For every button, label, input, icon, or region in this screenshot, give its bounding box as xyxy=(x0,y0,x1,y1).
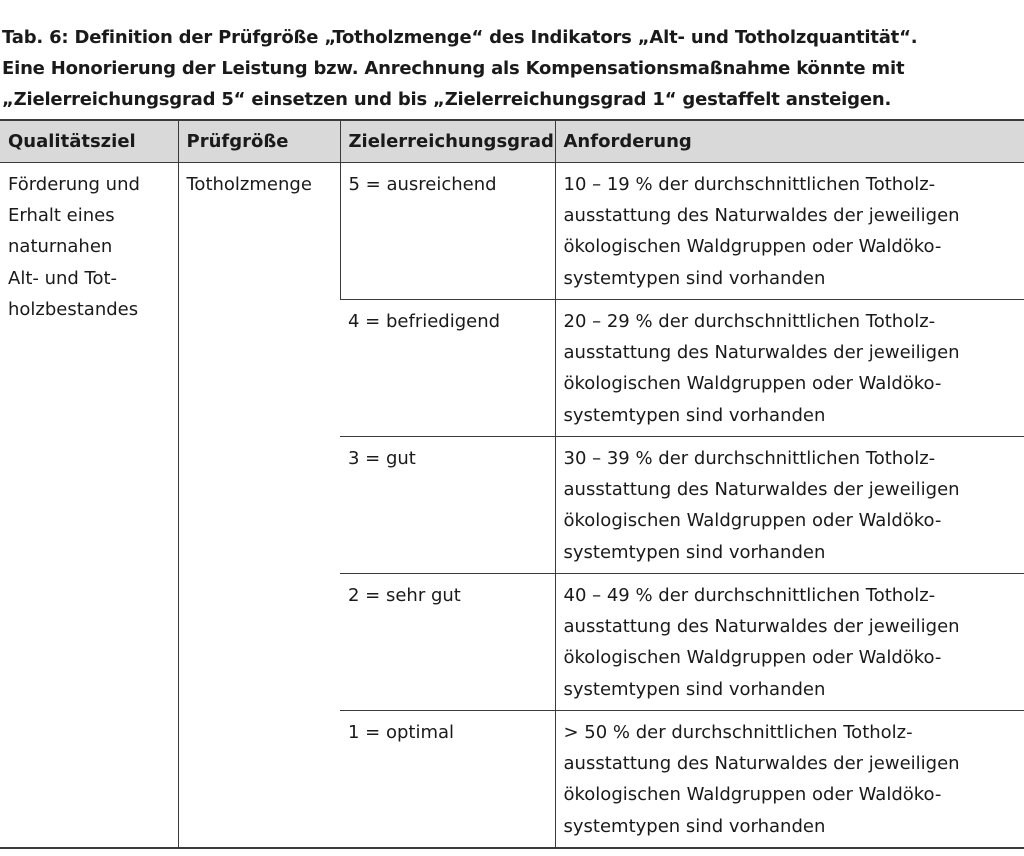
requirement-cell xyxy=(555,300,1024,437)
grade-cell: 3 = gut xyxy=(340,437,555,574)
requirement-line: 10 – 19 % der durchschnittlichen Totholz- xyxy=(563,174,936,195)
grade-cell: 5 = ausreichend xyxy=(340,163,555,300)
grade-cell: 2 = sehr gut xyxy=(340,574,555,711)
requirement-line: 40 – 49 % der durchschnittlichen Totholz- xyxy=(563,585,936,606)
requirement-line: systemtypen sind vorhanden xyxy=(563,815,826,837)
requirement-line: 20 – 29 % der durchschnittlichen Totholz- xyxy=(563,311,936,332)
table-caption xyxy=(2,22,1020,115)
requirement-cell xyxy=(555,163,1024,300)
requirement-line: ausstattung des Naturwaldes der jeweiligen xyxy=(563,205,960,227)
header-row xyxy=(0,120,1024,163)
requirement-line: ökologischen Waldgruppen oder Waldöko- xyxy=(563,236,942,258)
header-pruefgroesse: Prüfgröße xyxy=(178,120,340,163)
requirement-line: ökologischen Waldgruppen oder Waldöko- xyxy=(563,647,942,669)
requirement-line: systemtypen sind vorhanden xyxy=(563,404,826,426)
qualitaetsziel-cell xyxy=(0,163,178,849)
header-qualitaetsziel: Qualitätsziel xyxy=(0,120,178,163)
requirement-line: 30 – 39 % der durchschnittlichen Totholz- xyxy=(563,448,936,469)
qualitaetsziel-line: Erhalt eines xyxy=(8,205,115,227)
requirement-line: ökologischen Waldgruppen oder Waldöko- xyxy=(563,510,942,532)
requirement-line: ökologischen Waldgruppen oder Waldöko- xyxy=(563,784,942,806)
qualitaetsziel-line: Alt- und Tot- xyxy=(8,267,118,289)
pruefgroesse-cell: Totholzmenge xyxy=(178,163,340,849)
requirement-cell xyxy=(555,711,1024,849)
requirement-line: ökologischen Waldgruppen oder Waldöko- xyxy=(563,373,942,395)
qualitaetsziel-line: Förderung und xyxy=(8,174,140,195)
requirement-line: ausstattung des Naturwaldes der jeweiligen xyxy=(563,616,960,638)
table-row xyxy=(0,163,1024,300)
grade-cell: 1 = optimal xyxy=(340,711,555,849)
definition-table xyxy=(0,119,1024,849)
table-header xyxy=(0,120,1024,163)
requirement-line: ausstattung des Naturwaldes der jeweiligen xyxy=(563,479,960,501)
requirement-line: > 50 % der durchschnittlichen Totholz- xyxy=(563,722,913,743)
requirement-line: systemtypen sind vorhanden xyxy=(563,541,826,563)
caption-line-1: Tab. 6: Definition der Prüfgröße „Totholzmenge“ des Indikators „Alt- und Totholzquantität“. xyxy=(2,27,918,48)
qualitaetsziel-line: naturnahen xyxy=(8,236,113,258)
table-body xyxy=(0,163,1024,849)
requirement-line: systemtypen sind vorhanden xyxy=(563,678,826,700)
qualitaetsziel-line: holzbestandes xyxy=(8,298,139,320)
grade-cell: 4 = befriedigend xyxy=(340,300,555,437)
caption-line-2: Eine Honorierung der Leistung bzw. Anrechnung als Kompensationsmaßnahme könnte mit xyxy=(2,58,905,79)
header-zielerreichungsgrad: Zielerreichungsgrad xyxy=(340,120,555,163)
requirement-line: ausstattung des Naturwaldes der jeweiligen xyxy=(563,753,960,775)
requirement-line: systemtypen sind vorhanden xyxy=(563,267,826,289)
requirement-line: ausstattung des Naturwaldes der jeweiligen xyxy=(563,342,960,364)
requirement-cell xyxy=(555,437,1024,574)
header-anforderung: Anforderung xyxy=(555,120,1024,163)
requirement-cell xyxy=(555,574,1024,711)
caption-line-3: „Zielerreichungsgrad 5“ einsetzen und bis „Zielerreichungsgrad 1“ gestaffelt ansteigen. xyxy=(2,89,892,110)
